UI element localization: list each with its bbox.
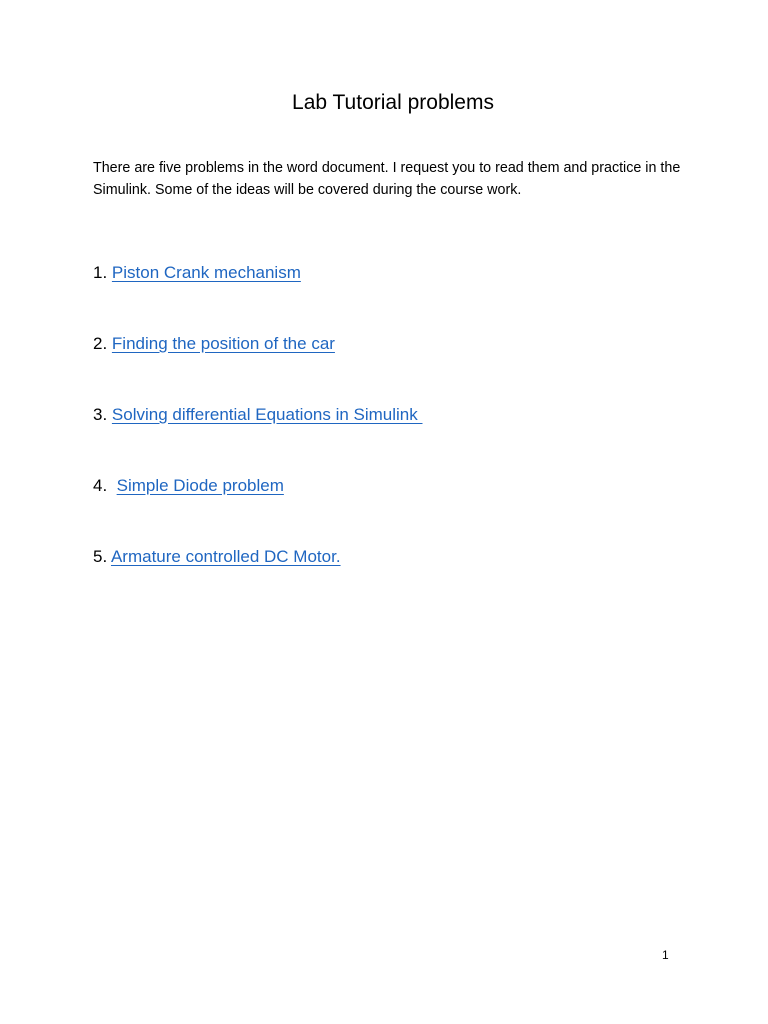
problem-list	[93, 260, 693, 615]
problem-item-4	[93, 473, 693, 544]
problem-number: 2.	[93, 334, 112, 353]
problem-number: 3.	[93, 405, 112, 424]
problem-link-car-position[interactable]: Finding the position of the car	[111, 334, 335, 353]
problem-link-dc-motor[interactable]: Armature controlled DC Motor.	[110, 547, 341, 566]
problem-link-piston-crank[interactable]: Piston Crank mechanism	[111, 263, 301, 282]
problem-item-3	[93, 402, 693, 473]
problem-number: 1.	[93, 263, 112, 282]
intro-paragraph: There are five problems in the word document. I request you to read them and practice in the Simulink. Some of the ideas will be covered during the course work.	[93, 160, 681, 198]
problem-item-5	[93, 544, 693, 615]
problem-link-diode[interactable]: Simple Diode problem	[116, 476, 284, 495]
problem-link-differential-equations[interactable]: Solving differential Equations in Simulink	[111, 405, 423, 424]
problem-item-2	[93, 331, 693, 402]
problem-number: 4.	[93, 476, 117, 495]
page-number: 1	[662, 948, 669, 962]
problem-number: 5.	[93, 547, 111, 566]
problem-item-1	[93, 260, 693, 331]
page-title: Lab Tutorial problems	[292, 91, 494, 114]
